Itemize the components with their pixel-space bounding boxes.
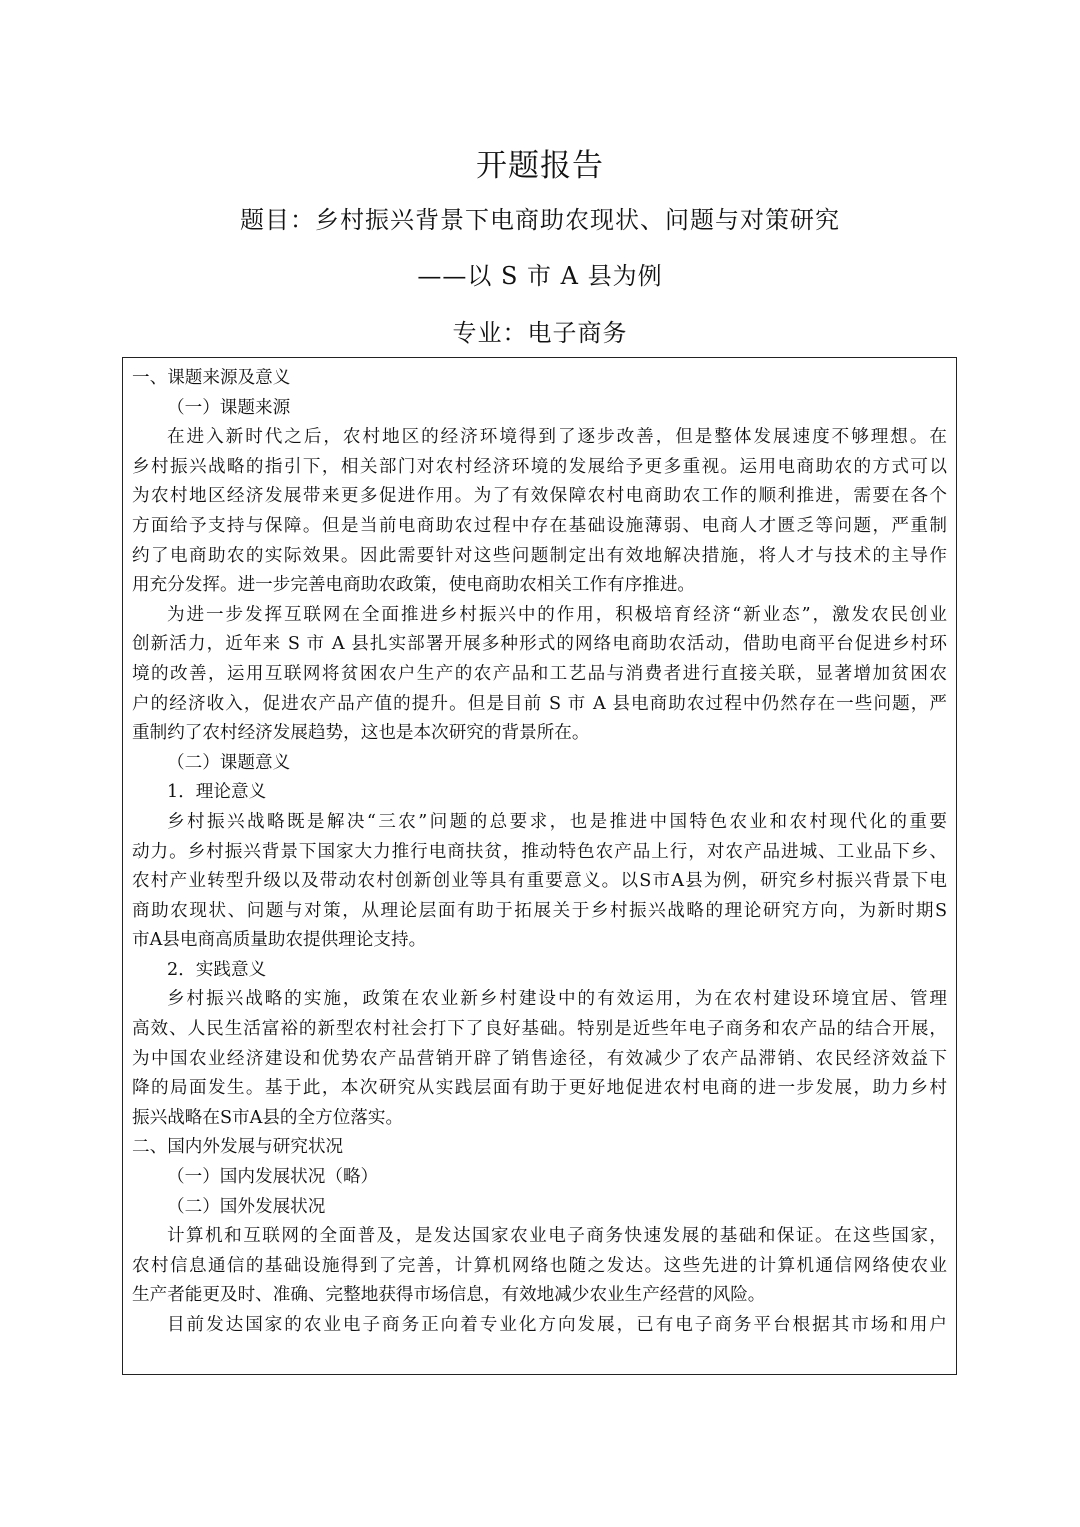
document-title: 开题报告 <box>476 148 604 184</box>
text-line: （二）国外发展状况 <box>167 1196 326 1217</box>
text-line: 户的经济收入，促进农产品产值的提升。但是目前 S 市 A 县电商助农过程中仍然存在一些问题，严 <box>132 693 947 714</box>
report-content-box <box>122 357 957 1375</box>
text-line: （一）课题来源 <box>167 397 291 418</box>
paragraph <box>132 808 947 956</box>
text-line: 为中国农业经济建设和优势农产品营销开辟了销售途径，有效减少了农产品滞销、农民经济效益下 <box>132 1048 947 1069</box>
text-line: 计算机和互联网的全面普及，是发达国家农业电子商务快速发展的基础和保证。在这些国家， <box>167 1226 947 1247</box>
subtopic-line: ——以 S 市 A 县为例 <box>417 262 663 290</box>
text-line: 为农村地区经济发展带来更多促进作用。为了有效保障农村电商助农工作的顺利推进，需要在各个 <box>132 486 947 507</box>
section-heading <box>132 364 947 394</box>
text-line: 为进一步发挥互联网在全面推进乡村振兴中的作用，积极培育经济“新业态”，激发农民创业 <box>167 604 947 625</box>
text-line: 农村信息通信的基础设施得到了完善，计算机网络也随之发达。这些先进的计算机通信网络使农业 <box>132 1255 947 1276</box>
text-line: 目前发达国家的农业电子商务正向着专业化方向发展，已有电子商务平台根据其市场和用户 <box>167 1315 947 1335</box>
text-line: 生产者能更及时、准确、完整地获得市场信息，有效地减少农业生产经营的风险。 <box>132 1285 766 1306</box>
text-line: 在进入新时代之后，农村地区的经济环境得到了逐步改善，但是整体发展速度不够理想。在 <box>167 427 947 448</box>
text-line: 乡村振兴战略的指引下，相关部门对农村经济环境的发展给予更多重视。运用电商助农的方式可以 <box>132 456 947 477</box>
subsection-heading <box>132 749 947 779</box>
subsection-heading <box>132 394 947 424</box>
text-line: 2．实践意义 <box>167 959 267 980</box>
paragraph <box>132 423 947 601</box>
text-line: 约了电商助农的实际效果。因此需要针对这些问题制定出有效地解决措施，将人才与技术的主导作 <box>132 545 947 566</box>
text-line: （一）国内发展状况（略） <box>167 1167 379 1188</box>
section-heading <box>132 1133 947 1163</box>
text-line: 创新活力，近年来 S 市 A 县扎实部署开展多种形式的网络电商助农活动，借助电商平台促进乡村环 <box>132 634 947 655</box>
subsection-heading <box>132 778 947 808</box>
text-line: （二）课题意义 <box>167 752 291 773</box>
text-line: 重制约了农村经济发展趋势，这也是本次研究的背景所在。 <box>132 723 590 744</box>
text-line: 方面给予支持与保障。但是当前电商助农过程中存在基础设施薄弱、电商人才匮乏等问题，严重制 <box>132 515 947 536</box>
subsection-heading <box>132 956 947 986</box>
text-line: 动力。乡村振兴背景下国家大力推行电商扶贫，推动特色农产品上行，对农产品进城、工业品下乡、 <box>132 841 947 862</box>
major-line: 专业：电子商务 <box>452 319 628 347</box>
paragraph <box>132 1222 947 1311</box>
text-line: 1．理论意义 <box>167 782 267 803</box>
text-line: 降的局面发生。基于此，本次研究从实践层面有助于更好地促进农村电商的进一步发展，助力乡村 <box>132 1078 947 1099</box>
text-line: 农村产业转型升级以及带动农村创新创业等具有重要意义。以S市A县为例，研究乡村振兴背景下电 <box>132 871 947 892</box>
text-line: 振兴战略在S市A县的全方位落实。 <box>132 1107 404 1128</box>
text-line: 高效、人民生活富裕的新型农村社会打下了良好基础。特别是近些年电子商务和农产品的结合开展， <box>132 1019 947 1040</box>
paragraph <box>132 1311 947 1341</box>
text-line: 市A县电商高质量助农提供理论支持。 <box>132 930 427 951</box>
paragraph <box>132 985 947 1133</box>
subsection-heading <box>132 1193 947 1223</box>
text-line: 境的改善，运用互联网将贫困农户生产的农产品和工艺品与消费者进行直接关联，显著增加贫困农 <box>132 663 947 684</box>
text-line: 用充分发挥。进一步完善电商助农政策，使电商助农相关工作有序推进。 <box>132 575 696 596</box>
topic-line: 题目：乡村振兴背景下电商助农现状、问题与对策研究 <box>240 206 840 234</box>
text-line: 一、课题来源及意义 <box>132 368 291 388</box>
text-line: 乡村振兴战略的实施，政策在农业新乡村建设中的有效运用，为在农村建设环境宜居、管理 <box>167 989 947 1010</box>
text-line: 商助农现状、问题与对策，从理论层面有助于拓展关于乡村振兴战略的理论研究方向，为新时期S <box>132 900 947 921</box>
text-line: 乡村振兴战略既是解决“三农”问题的总要求，也是推进中国特色农业和农村现代化的重要 <box>167 811 947 832</box>
paragraph <box>132 601 947 749</box>
text-line: 二、国内外发展与研究状况 <box>132 1137 344 1158</box>
subsection-heading <box>132 1163 947 1193</box>
